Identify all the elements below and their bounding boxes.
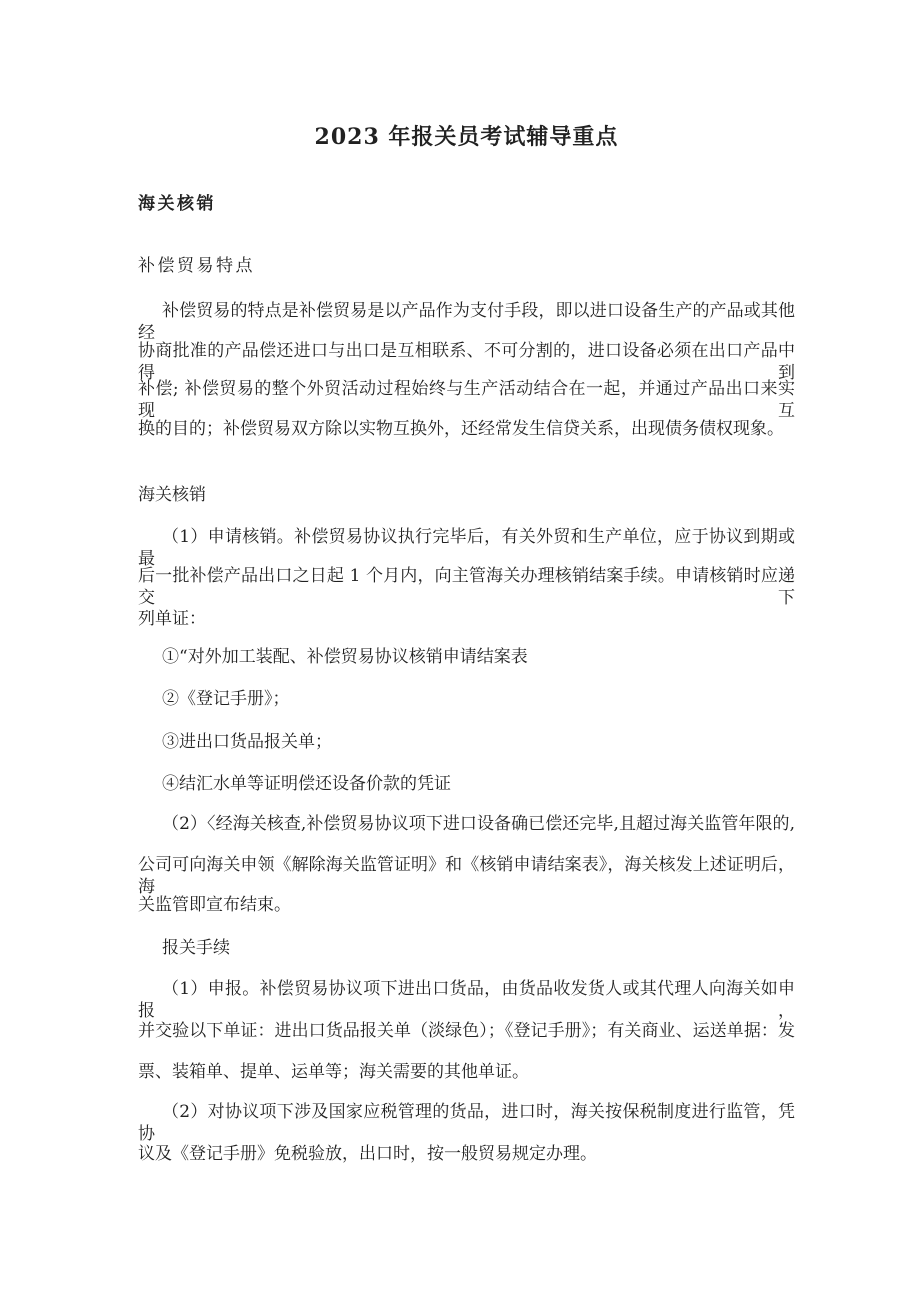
text-line: ④结汇水单等证明偿还设备价款的凭证 xyxy=(162,774,451,794)
text-line: 票、装箱单、提单、运单等；海关需要的其他单证。 xyxy=(138,1062,529,1082)
text-line: 议及《登记手册》免税验放，出口时，按一般贸易规定办理。 xyxy=(138,1144,597,1164)
text-line: （2）对协议项下涉及国家应税管理的货品，进口时，海关按保税制度进行监管，凭协 xyxy=(138,1102,795,1144)
text-line: 关监管即宣布结束。 xyxy=(138,895,291,915)
text-line: ①“对外加工装配、补偿贸易协议核销申请结案表 xyxy=(162,647,528,667)
section-heading: 海关核销 xyxy=(138,194,216,214)
text-line: ③进出口货品报关单； xyxy=(162,732,332,752)
text-line: 补偿贸易的特点是补偿贸易是以产品作为支付手段，即以进口设备生产的产品或其他经 xyxy=(138,301,795,343)
text-line: 换的目的；补偿贸易双方除以实物互换外，还经常发生信贷关系，出现债务债权现象。 xyxy=(138,419,784,439)
text-line: 报关手续 xyxy=(162,938,230,958)
text-line: ②《登记手册》； xyxy=(162,689,290,709)
paragraph-heading: 补偿贸易特点 xyxy=(138,256,255,276)
text-line: 公司可向海关申领《解除海关监管证明》和《核销申请结案表》，海关核发上述证明后，海 xyxy=(138,855,795,897)
text-line: （1）申报。补偿贸易协议项下进出口货品，由货品收发货人或其代理人向海关如申报， xyxy=(138,979,795,1021)
text-line: 协商批准的产品偿还进口与出口是互相联系、不可分割的，进口设备必须在出口产品中得到 xyxy=(138,341,795,383)
text-line: 后一批补偿产品出口之日起 1 个月内，向主管海关办理核销结案手续。申请核销时应递交下 xyxy=(138,566,795,608)
text-line: （2）〈经海关核查,补偿贸易协议项下进口设备确已偿还完毕,且超过海关监管年限的, xyxy=(162,814,795,834)
text-line: （1）申请核销。补偿贸易协议执行完毕后，有关外贸和生产单位，应于协议到期或最 xyxy=(138,527,795,569)
text-line: 并交验以下单证：进出口货品报关单（淡绿色）；《登记手册》；有关商业、运送单据：发 xyxy=(138,1021,795,1041)
document-content xyxy=(138,0,795,1302)
document-title: 2023 年报关员考试辅导重点 xyxy=(314,124,619,150)
text-line: 补偿; 补偿贸易的整个外贸活动过程始终与生产活动结合在一起，并通过产品出口来实现互 xyxy=(138,379,795,421)
text-line: 列单证： xyxy=(138,609,206,629)
text-line: 海关核销 xyxy=(138,485,206,505)
